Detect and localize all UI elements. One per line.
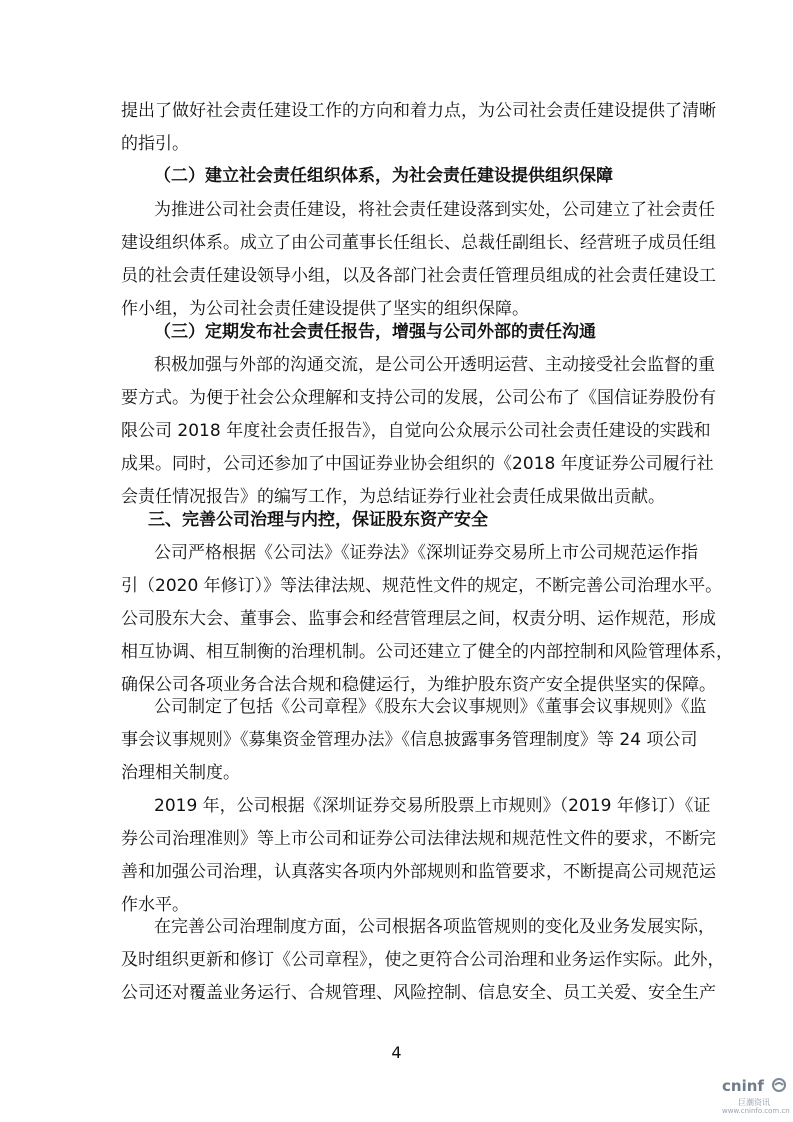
text-line: 作水平。 bbox=[121, 895, 189, 915]
text-line: 成果。同时，公司还参加了中国证券业协会组织的《2018 年度证券公司履行社 bbox=[121, 454, 714, 474]
text-line: 公司股东大会、董事会、监事会和经营管理层之间，权责分明、运作规范，形成 bbox=[121, 609, 716, 629]
section-heading: （三）定期发布社会责任报告，增强与公司外部的责任沟通 bbox=[154, 322, 596, 342]
text-line: 券公司治理准则》等上市公司和证券公司法律法规和规范性文件的要求，不断完 bbox=[121, 829, 716, 849]
text-line: 建设组织体系。成立了由公司董事长任组长、总裁任副组长、经营班子成员任组 bbox=[121, 233, 716, 253]
text-line: 引（2020 年修订）》等法律法规、规范性文件的规定，不断完善公司治理水平。 bbox=[121, 576, 723, 596]
text-line: 作小组，为公司社会责任建设提供了坚实的组织保障。 bbox=[121, 299, 529, 319]
cninfo-url: www.cninfo.com.cn bbox=[722, 1107, 790, 1115]
cninfo-watermark bbox=[722, 1076, 790, 1115]
text-line: 为推进公司社会责任建设，将社会责任建设落到实处，公司建立了社会责任 bbox=[154, 200, 715, 220]
text-line: 要方式。为便于社会公众理解和支持公司的发展，公司公布了《国信证券股份有 bbox=[121, 388, 716, 408]
cninfo-subtitle: 巨潮资讯 bbox=[738, 1098, 770, 1107]
section-heading: （二）建立社会责任组织体系，为社会责任建设提供组织保障 bbox=[154, 166, 613, 186]
text-line: 提出了做好社会责任建设工作的方向和着力点，为公司社会责任建设提供了清晰 bbox=[121, 101, 716, 121]
section-heading: 三、完善公司治理与内控，保证股东资产安全 bbox=[148, 510, 488, 530]
text-line: 2019 年，公司根据《深圳证券交易所股票上市规则》（2019 年修订）《证 bbox=[154, 796, 711, 816]
text-line: 积极加强与外部的沟通交流，是公司公开透明运营、主动接受社会监督的重 bbox=[154, 355, 715, 375]
text-line: 公司还对覆盖业务运行、合规管理、风险控制、信息安全、员工关爱、安全生产 bbox=[121, 983, 716, 1003]
text-line: 确保公司各项业务合法合规和稳健运行，为维护股东资产安全提供坚实的保障。 bbox=[121, 675, 716, 695]
text-line: 及时组织更新和修订《公司章程》，使之更符合公司治理和业务运作实际。此外， bbox=[121, 950, 725, 970]
text-line: 限公司 2018 年度社会责任报告》，自觉向公众展示公司社会责任建设的实践和 bbox=[121, 421, 711, 441]
text-line: 会责任情况报告》的编写工作，为总结证券行业社会责任成果做出贡献。 bbox=[121, 487, 665, 507]
text-line: 员的社会责任建设领导小组，以及各部门社会责任管理员组成的社会责任建设工 bbox=[121, 266, 716, 286]
cninfo-swirl-icon bbox=[772, 1078, 786, 1092]
text-line: 治理相关制度。 bbox=[121, 763, 240, 783]
text-line: 善和加强公司治理，认真落实各项内外部规则和监管要求，不断提高公司规范运 bbox=[121, 862, 716, 882]
text-line: 在完善公司治理制度方面，公司根据各项监管规则的变化及业务发展实际， bbox=[154, 917, 715, 937]
text-line: 事会议事规则》《募集资金管理办法》《信息披露事务管理制度》等 24 项公司 bbox=[121, 730, 698, 750]
page-number: 4 bbox=[391, 1043, 402, 1062]
cninfo-logo-text: cninf bbox=[722, 1077, 764, 1095]
text-line: 公司严格根据《公司法》《证券法》《深圳证券交易所上市公司规范运作指 bbox=[154, 543, 698, 563]
text-line: 的指引。 bbox=[121, 134, 189, 154]
text-line: 公司制定了包括《公司章程》《股东大会议事规则》《董事会议事规则》《监 bbox=[154, 697, 707, 717]
text-line: 相互协调、相互制衡的治理机制。公司还建立了健全的内部控制和风险管理体系， bbox=[121, 642, 733, 662]
